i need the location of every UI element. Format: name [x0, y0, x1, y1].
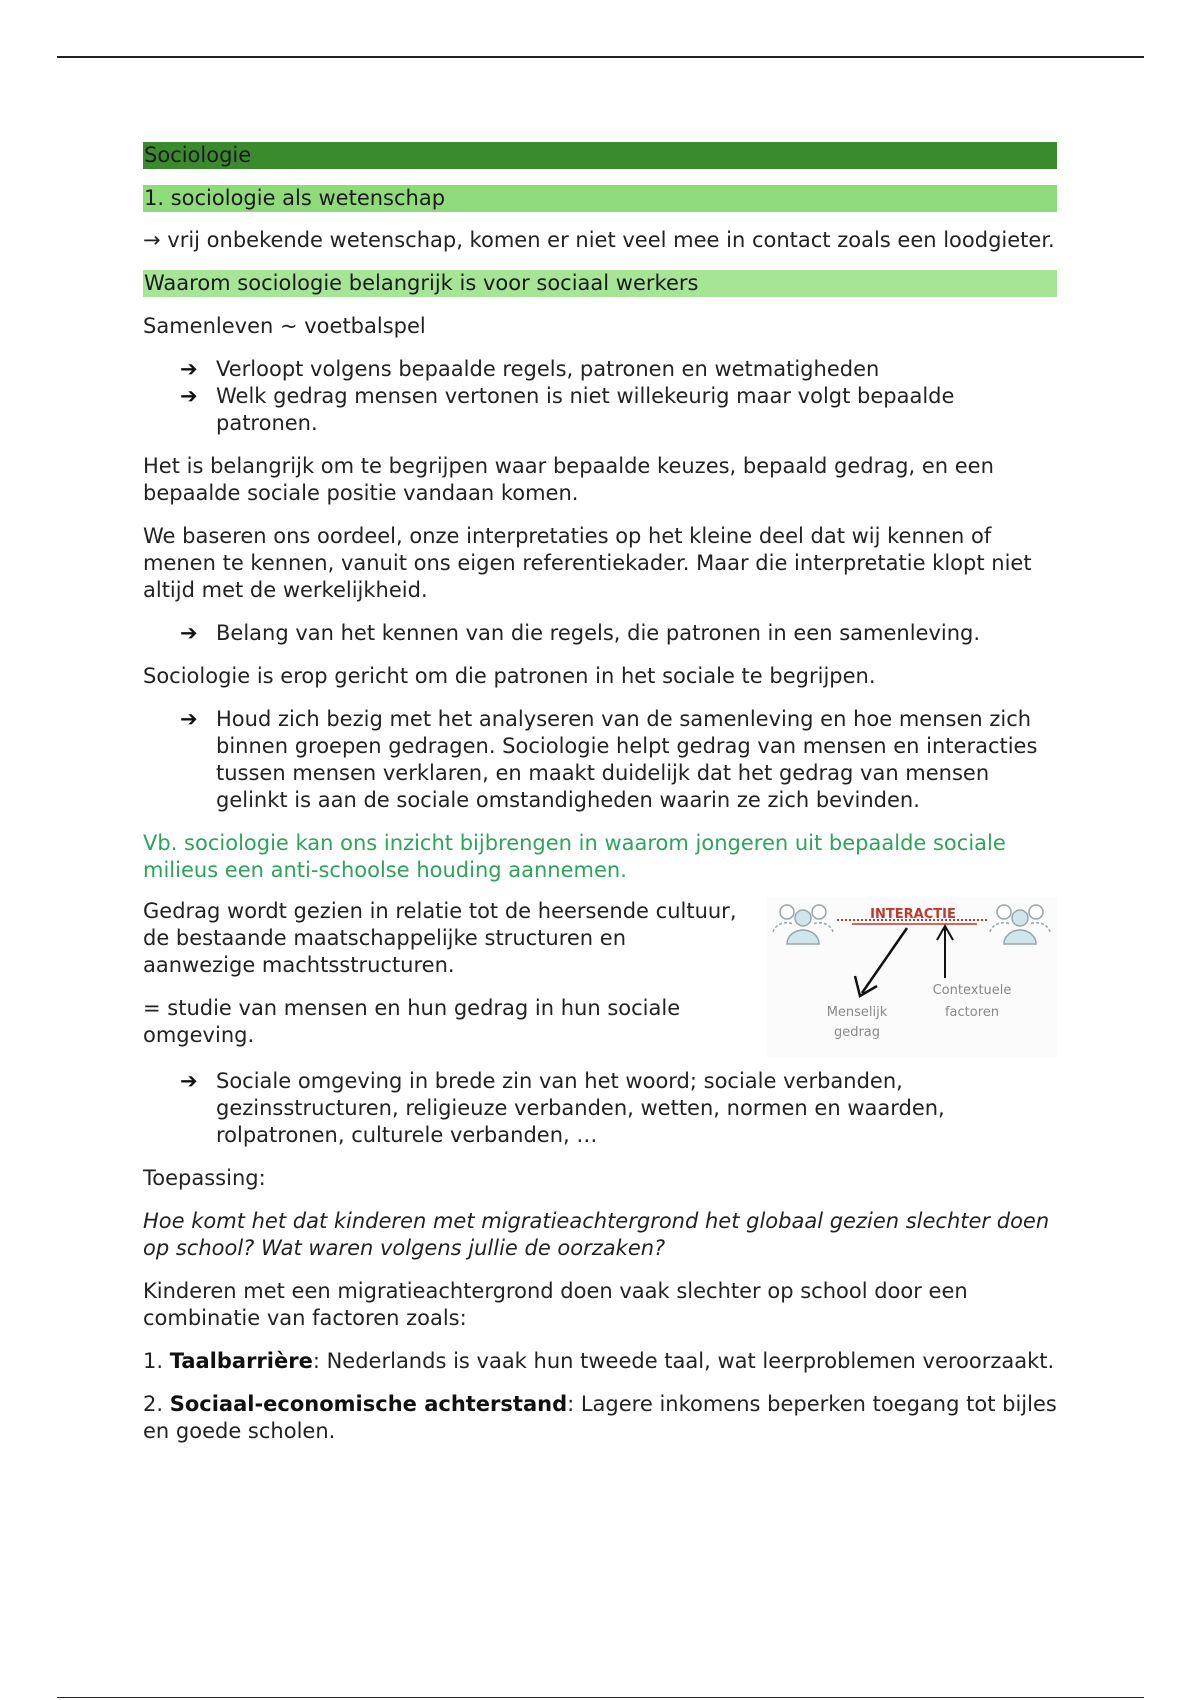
- header-rule: [57, 56, 1144, 58]
- paragraph-2: We baseren ons oordeel, onze interpretaties op het kleine deel dat wij kennen of menen te kennen, vanuit ons eigen referentiekader. Maar die interpretatie klopt niet altijd met de werkelijkheid.: [143, 524, 1032, 602]
- example-paragraph: Vb. sociologie kan ons inzicht bijbrengen in waarom jongeren uit bepaalde sociale milieus een anti-schoolse houding aannemen.: [143, 831, 1006, 882]
- list-item: ➔ Houd zich bezig met het analyseren van de samenleving en hoe mensen zich binnen groepen gedragen. Sociologie helpt gedrag van mensen en interacties tussen mensen verklaren, en maakt duidelijk dat het gedrag van mensen gelinkt is aan de sociale omstandigheden waarin ze zich bevinden.: [180, 707, 1038, 812]
- arrow-icon: ➔: [180, 707, 198, 731]
- interaction-diagram-svg: [767, 898, 1057, 1058]
- factor-2: 2. Sociaal-economische achterstand: Lagere inkomens beperken toegang tot bijles en goede scholen.: [143, 1392, 1057, 1443]
- list-item: ➔ Sociale omgeving in brede zin van het woord; sociale verbanden, gezinsstructuren, religieuze verbanden, wetten, normen en waarden, rolpatronen, culturele verbanden, …: [180, 1069, 945, 1147]
- question-paragraph: Hoe komt het dat kinderen met migratieachtergrond het globaal gezien slechter doen op school? Wat waren volgens jullie de oorzaken?: [143, 1209, 1050, 1260]
- interaction-diagram: [767, 898, 1057, 1058]
- samenleven-line: Samenleven ~ voetbalspel: [143, 314, 426, 338]
- list-item: ➔ Verloopt volgens bepaalde regels, patronen en wetmatigheden: [180, 357, 880, 381]
- behavior-label-2: gedrag: [833, 1025, 881, 1040]
- page-title: Sociologie: [143, 142, 1057, 169]
- factor-1-term: Taalbarrière: [169, 1349, 313, 1373]
- list-item: ➔ Welk gedrag mensen vertonen is niet willekeurig maar volgt bepaalde patronen.: [180, 384, 955, 435]
- paragraph-3: Sociologie is erop gericht om die patronen in het sociale te begrijpen.: [143, 664, 876, 688]
- paragraph-5: = studie van mensen en hun gedrag in hun sociale omgeving.: [143, 996, 681, 1047]
- factor-2-term: Sociaal-economische achterstand: [169, 1392, 568, 1416]
- paragraph-4: Gedrag wordt gezien in relatie tot de heersende cultuur, de bestaande maatschappelijke structuren en aanwezige machtsstructuren.: [143, 899, 737, 977]
- footer-rule: [57, 1697, 1144, 1698]
- bullet-list-4: [143, 1068, 1057, 1149]
- behavior-label-1: Menselijk: [826, 1005, 888, 1020]
- toepassing-label: Toepassing:: [143, 1166, 266, 1190]
- paragraph-1: Het is belangrijk om te begrijpen waar bepaalde keuzes, bepaald gedrag, en een bepaalde sociale positie vandaan komen.: [143, 454, 994, 505]
- intro-paragraph: → vrij onbekende wetenschap, komen er niet veel mee in contact zoals een loodgieter.: [143, 228, 1055, 252]
- factor-1: 1. Taalbarrière: Nederlands is vaak hun tweede taal, wat leerproblemen veroorzaakt.: [143, 1349, 1055, 1373]
- bullet-list-1: [143, 356, 1057, 437]
- context-label-2: factoren: [944, 1005, 1000, 1020]
- interaction-label: INTERACTIE: [870, 907, 956, 922]
- section-heading-1: 1. sociologie als wetenschap: [143, 185, 1057, 212]
- bullet-list-3: [143, 706, 1057, 814]
- context-label-1: Contextuele: [932, 983, 1012, 998]
- bullet-list-2: [143, 620, 1057, 647]
- section-heading-2: Waarom sociologie belangrijk is voor sociaal werkers: [143, 270, 1057, 297]
- arrow-icon: ➔: [180, 384, 198, 408]
- list-item: ➔ Belang van het kennen van die regels, die patronen in een samenleving.: [180, 621, 981, 645]
- document-body: [143, 142, 1057, 1461]
- arrow-icon: ➔: [180, 621, 198, 645]
- paragraph-6: Kinderen met een migratieachtergrond doen vaak slechter op school door een combinatie van factoren zoals:: [143, 1279, 968, 1330]
- arrow-icon: ➔: [180, 1069, 198, 1093]
- arrow-icon: ➔: [180, 357, 198, 381]
